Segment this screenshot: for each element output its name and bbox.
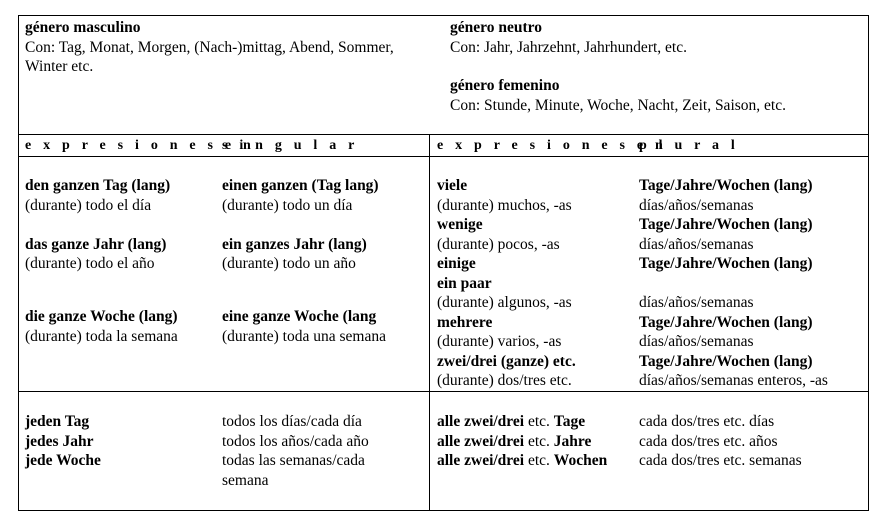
- bottom-right-es-line: cada dos/tres etc. días: [639, 413, 775, 430]
- plural-col2-line: Tage/Jahre/Wochen (lang): [639, 255, 813, 272]
- singular-col1-es: (durante) todo el día: [25, 196, 152, 214]
- header-neutro: [450, 18, 687, 57]
- divider-bottom: [18, 391, 869, 392]
- plural-col2-line: [639, 274, 828, 294]
- bottom-right-es-line: cada dos/tres etc. semanas: [639, 452, 802, 469]
- divider-vertical: [429, 134, 430, 511]
- singular-col2: [222, 176, 386, 346]
- bottom-left-es-line: todas las semanas/cada semana: [222, 452, 365, 489]
- singular-col2-de: ein ganzes Jahr (lang): [222, 235, 367, 253]
- bottom-right-de-line: alle zwei/drei etc. Jahre: [437, 432, 592, 450]
- singular-col1-es: (durante) todo el año: [25, 255, 155, 272]
- plural-col1: [437, 176, 576, 391]
- header-masculino-text: Con: Tag, Monat, Morgen, (Nach-)mittag, Abend, Sommer, Winter etc.: [25, 38, 394, 75]
- bottom-left-de-line: jede Woche: [25, 452, 101, 469]
- bottom-left-de-line: jeden Tag: [25, 413, 90, 430]
- bottom-right-es-line: cada dos/tres etc. años: [639, 432, 778, 450]
- singular-col2-es: (durante) toda una semana: [222, 327, 386, 345]
- singular-col1-es: (durante) toda la semana: [25, 327, 178, 345]
- plural-col1-line: (durante) muchos, -as: [437, 196, 572, 214]
- plural-col1-line: einige: [437, 255, 476, 272]
- singular-col2-de: eine ganze Woche (lang: [222, 308, 377, 325]
- plural-col2-line: Tage/Jahre/Wochen (lang): [639, 313, 813, 331]
- plural-col1-line: (durante) pocos, -as: [437, 235, 560, 253]
- bottom-left-es-line: todos los años/cada año: [222, 432, 369, 450]
- header-femenino: [450, 76, 786, 115]
- plural-col2-line: Tage/Jahre/Wochen (lang): [639, 352, 813, 370]
- bottom-left-de: [25, 412, 101, 471]
- bottom-left-es-line: todos los días/cada día: [222, 413, 362, 430]
- singular-col2-es: (durante) todo un año: [222, 255, 356, 272]
- header-masculino-title: género masculino: [25, 19, 141, 36]
- plural-col2-line: días/años/semanas: [639, 333, 754, 350]
- plural-col2-line: días/años/semanas enteros, -as: [639, 372, 828, 389]
- plural-col2-line: Tage/Jahre/Wochen (lang): [639, 216, 813, 233]
- plural-col1-line: (durante) dos/tres etc.: [437, 372, 572, 389]
- plural-col2: [639, 176, 828, 391]
- col-heading-left-b: s i n g u l a r: [222, 138, 359, 153]
- plural-col2-line: días/años/semanas: [639, 235, 754, 253]
- plural-col1-line: viele: [437, 177, 468, 194]
- header-neutro-text: Con: Jahr, Jahrzehnt, Jahrhundert, etc.: [450, 38, 687, 56]
- bottom-left-es: [222, 412, 397, 490]
- plural-col1-line: zwei/drei (ganze) etc.: [437, 352, 576, 370]
- divider-header: [18, 134, 869, 135]
- bottom-left-de-line: jedes Jahr: [25, 432, 94, 450]
- plural-col1-line: ein paar: [437, 274, 492, 292]
- plural-col2-line: Tage/Jahre/Wochen (lang): [639, 177, 813, 194]
- singular-col1-de: die ganze Woche (lang): [25, 308, 178, 325]
- plural-col1-line: mehrere: [437, 313, 493, 331]
- header-femenino-title: género femenino: [450, 77, 560, 94]
- singular-col1-de: das ganze Jahr (lang): [25, 235, 167, 253]
- plural-col1-line: wenige: [437, 216, 483, 233]
- bottom-right-es: [639, 412, 802, 471]
- singular-col2-de: einen ganzen (Tag lang): [222, 177, 379, 194]
- singular-col1-de: den ganzen Tag (lang): [25, 177, 171, 194]
- col-heading-right-a: e x p r e s i o n e s e n: [437, 138, 667, 153]
- header-neutro-title: género neutro: [450, 19, 542, 36]
- col-heading-right-b: p l u r a l: [639, 138, 740, 153]
- header-femenino-text: Con: Stunde, Minute, Woche, Nacht, Zeit, Saison, etc.: [450, 96, 786, 114]
- plural-col1-line: (durante) algunos, -as: [437, 294, 572, 311]
- singular-col2-es: (durante) todo un día: [222, 196, 353, 214]
- divider-columns: [18, 156, 869, 157]
- bottom-right-de-line: alle zwei/drei etc. Wochen: [437, 452, 608, 469]
- header-masculino: [25, 18, 430, 77]
- plural-col1-line: (durante) varios, -as: [437, 333, 562, 350]
- plural-col2-line: días/años/semanas: [639, 196, 754, 214]
- bottom-right-de: [437, 412, 607, 471]
- bottom-right-de-line: alle zwei/drei etc. Tage: [437, 413, 586, 430]
- plural-col2-line: días/años/semanas: [639, 294, 754, 311]
- singular-col1: [25, 176, 178, 346]
- col-heading-left-a: e x p r e s i o n e s e n: [25, 138, 255, 153]
